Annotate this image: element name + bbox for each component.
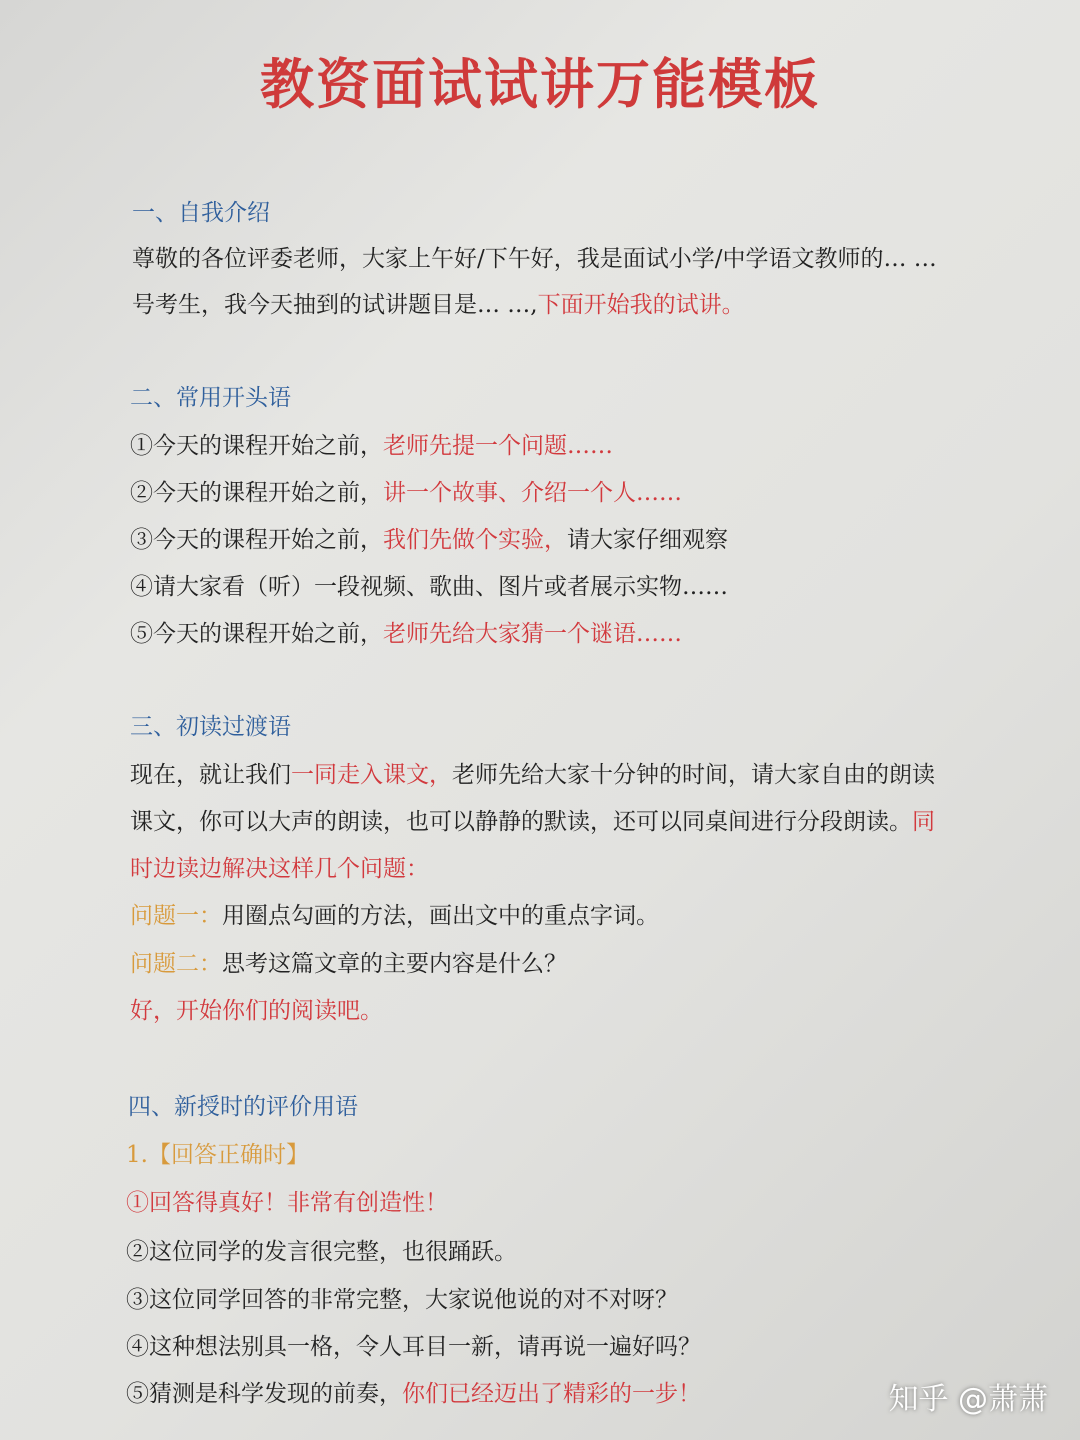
- opener-highlight: 我们先做个实验，: [383, 527, 567, 553]
- question-text: 思考这篇文章的主要内容是什么？: [222, 951, 567, 977]
- opener-item: [130, 619, 682, 649]
- evaluation-item: ②这位同学的发言很完整，也很踊跃。: [126, 1239, 517, 1265]
- page-title: 教资面试试讲万能模板: [260, 52, 820, 116]
- opener-highlight: 老师先给大家猜一个谜语……: [383, 621, 682, 647]
- reading-line-3: 时边读边解决这样几个问题：: [130, 856, 429, 882]
- opener-text: ①今天的课程开始之前，: [130, 433, 383, 459]
- reading-text: 现在，就让我们: [130, 762, 291, 788]
- section-heading-evaluation: 四、新授时的评价用语: [128, 1094, 358, 1120]
- reading-line-2: [130, 807, 935, 837]
- opener-item: [130, 525, 728, 555]
- question-label: 问题二：: [130, 951, 222, 977]
- section-heading-first-reading: 三、初读过渡语: [130, 714, 291, 740]
- opener-item: [130, 431, 613, 461]
- reading-end: 好，开始你们的阅读吧。: [130, 998, 383, 1024]
- opener-text-tail: 请大家仔细观察: [567, 527, 728, 553]
- reading-line-1: [130, 760, 935, 790]
- evaluation-text: ⑤猜测是科学发现的前奏，: [126, 1381, 402, 1407]
- section-heading-intro: 一、自我介绍: [132, 200, 270, 226]
- opener-text: ②今天的课程开始之前，: [130, 480, 383, 506]
- evaluation-subheading: 1.【回答正确时】: [126, 1142, 309, 1168]
- evaluation-item: ①回答得真好！非常有创造性！: [126, 1190, 448, 1216]
- opener-text: ④请大家看（听）一段视频、歌曲、图片或者展示实物……: [130, 574, 728, 600]
- opener-highlight: 讲一个故事、介绍一个人……: [383, 480, 682, 506]
- question-two: [130, 949, 567, 979]
- intro-line-1: 尊敬的各位评委老师，大家上午好/下午好，我是面试小学/中学语文教师的… …: [132, 246, 937, 272]
- evaluation-item: ③这位同学回答的非常完整，大家说他说的对不对呀？: [126, 1287, 678, 1313]
- reading-highlight: 一同走入课文，: [291, 762, 452, 788]
- opener-text: ③今天的课程开始之前，: [130, 527, 383, 553]
- question-one: [130, 901, 659, 931]
- reading-text: 老师先给大家十分钟的时间，请大家自由的朗读: [452, 762, 935, 788]
- evaluation-highlight: 你们已经迈出了精彩的一步！: [402, 1381, 701, 1407]
- evaluation-item: ④这种想法别具一格，令人耳目一新，请再说一遍好吗？: [126, 1334, 701, 1360]
- intro-line-2: [132, 290, 745, 320]
- intro-highlight: 下面开始我的试讲。: [537, 292, 745, 318]
- opener-item: [130, 572, 728, 602]
- reading-highlight: 同: [912, 809, 935, 835]
- section-heading-openers: 二、常用开头语: [130, 385, 291, 411]
- opener-item: [130, 478, 682, 508]
- zhihu-watermark: 知乎 @萧萧: [888, 1382, 1048, 1417]
- opener-text: ⑤今天的课程开始之前，: [130, 621, 383, 647]
- reading-text: 课文，你可以大声的朗读，也可以静静的默读，还可以同桌间进行分段朗读。: [130, 809, 912, 835]
- intro-text: 号考生，我今天抽到的试讲题目是… …,: [132, 292, 538, 318]
- question-text: 用圈点勾画的方法，画出文中的重点字词。: [222, 903, 659, 929]
- opener-highlight: 老师先提一个问题……: [383, 433, 613, 459]
- question-label: 问题一：: [130, 903, 222, 929]
- evaluation-item: [126, 1379, 701, 1409]
